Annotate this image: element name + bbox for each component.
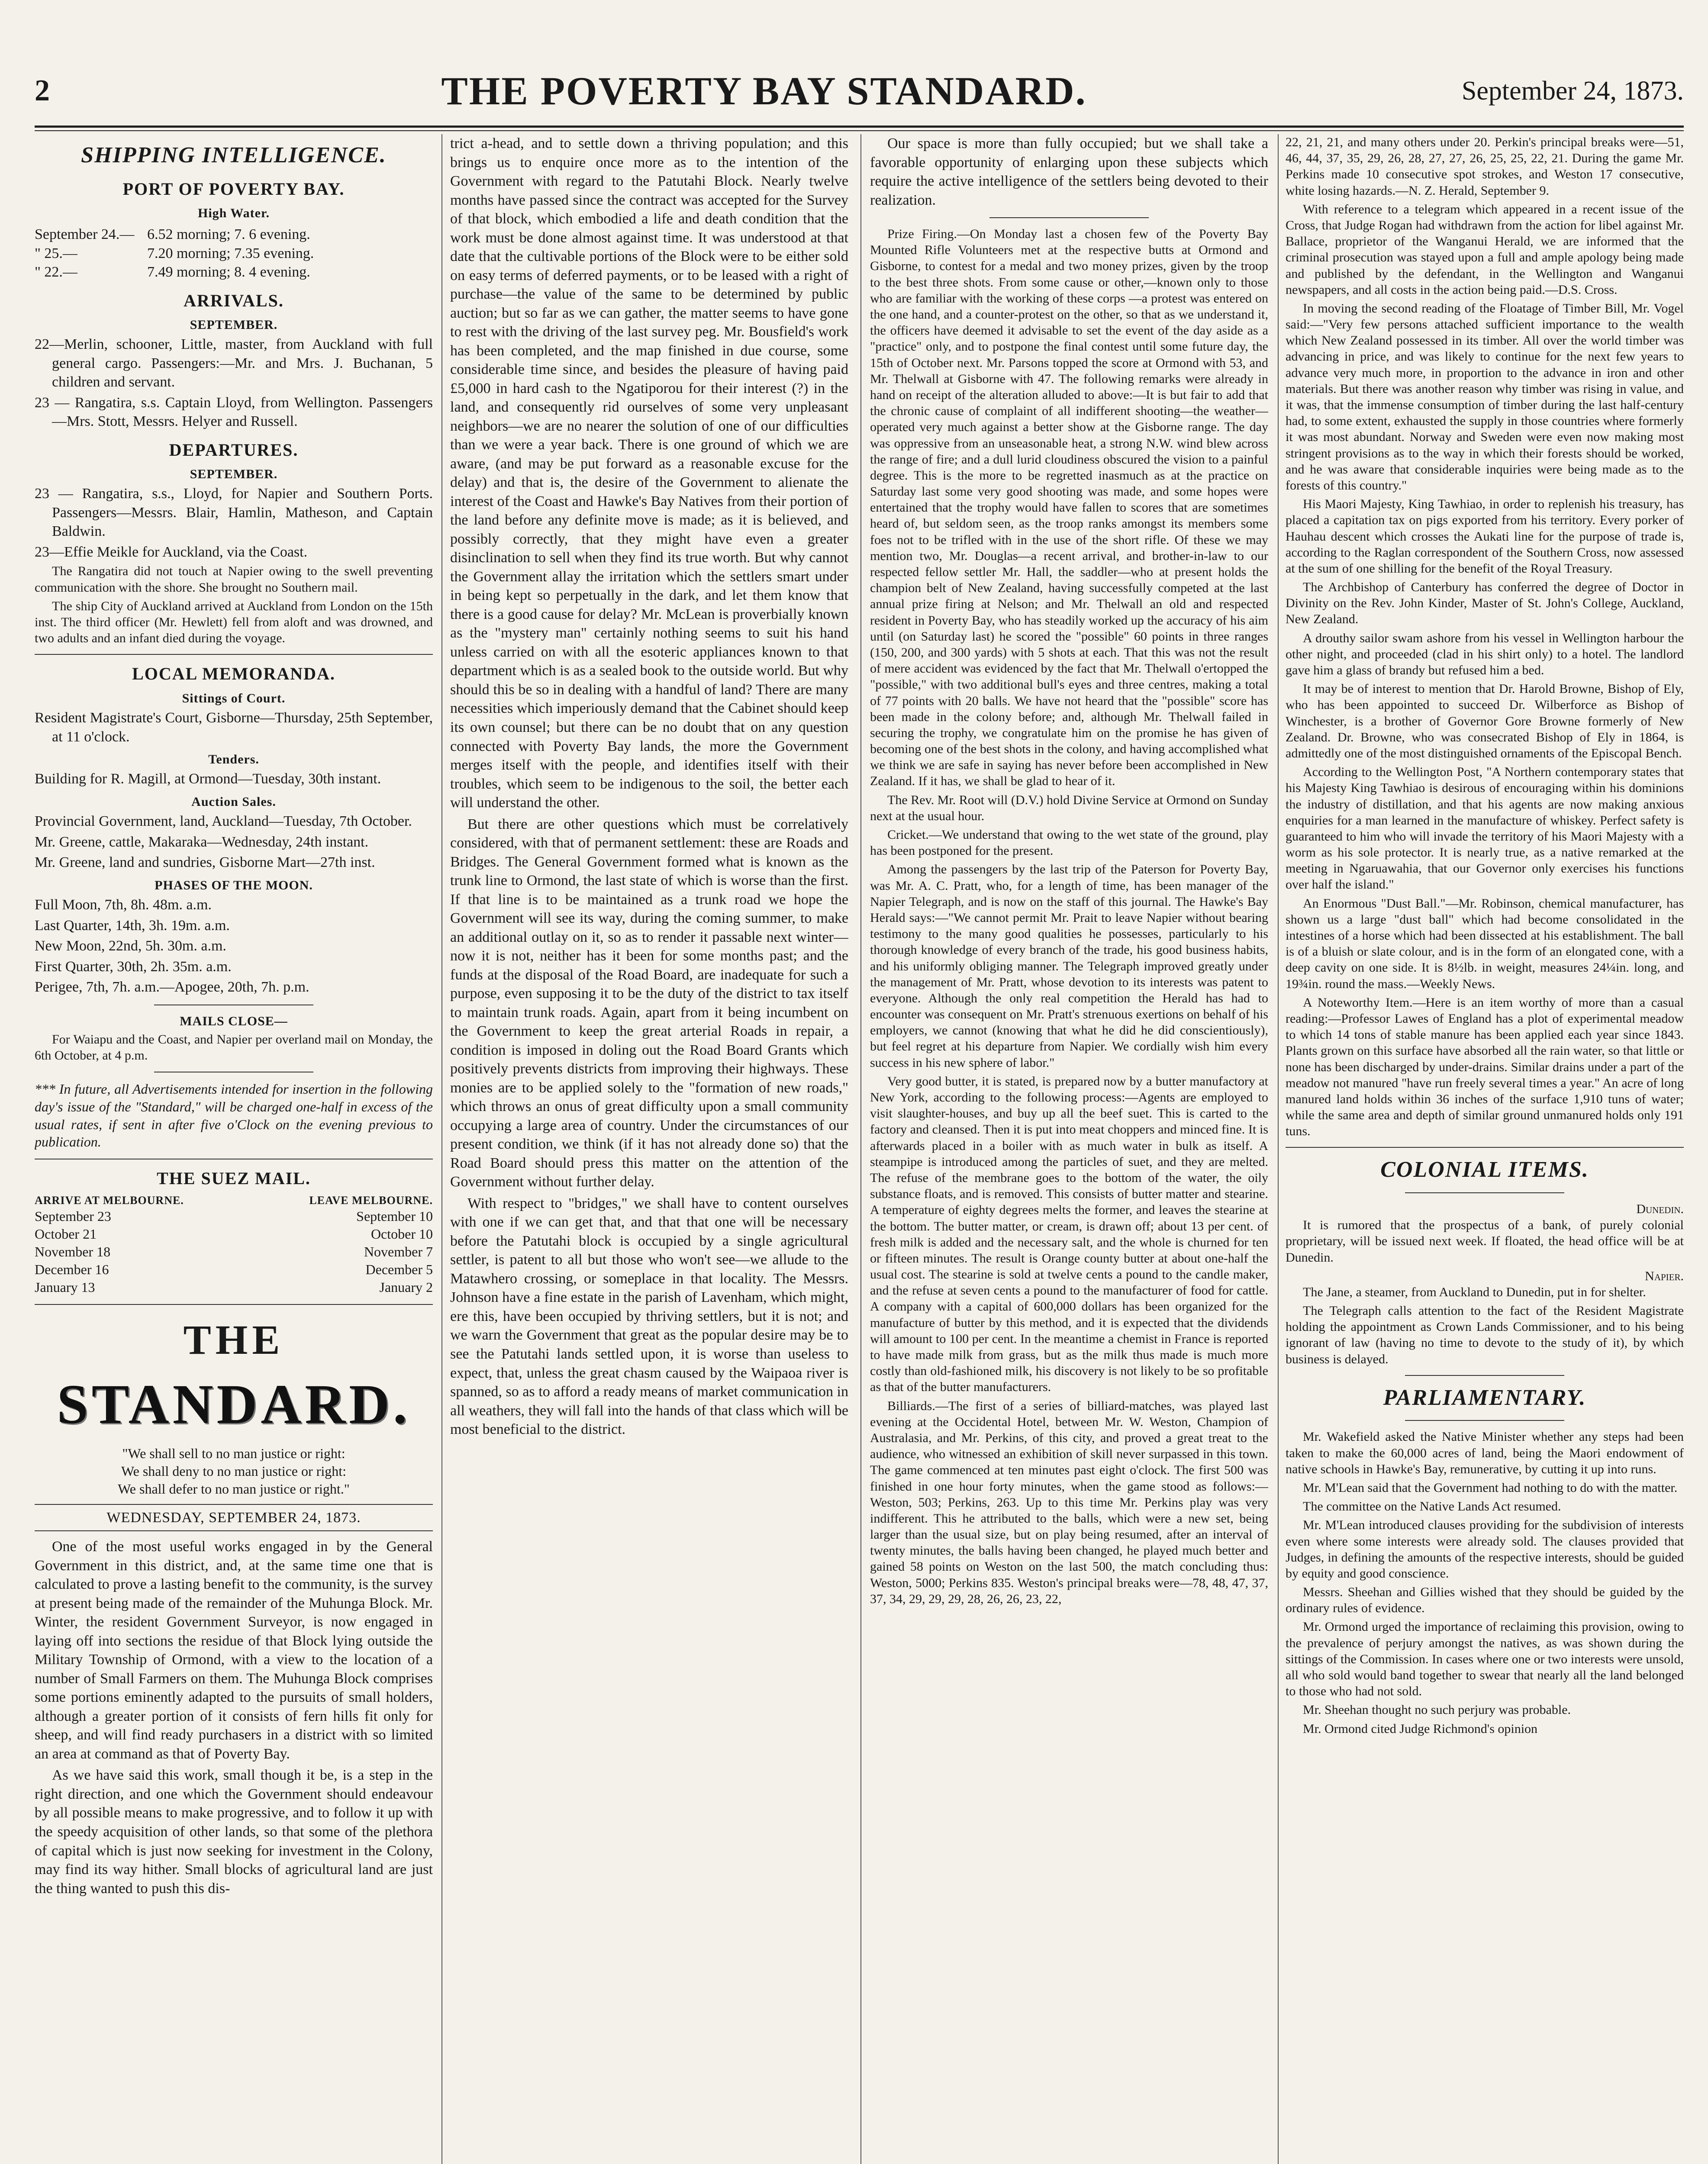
parliament-item: Mr. Wakefield asked the Native Minister whether any steps had been taken to make the 60,000 acres of land, being the Maori endowment of native schools in Hawke's Bay, remunerative, by cutting it up into runs. — [1286, 1430, 1684, 1476]
news-item: In moving the second reading of the Floatage of Timber Bill, Mr. Vogel said:—"Very few persons attached sufficient importance to the wealth which New Zealand possessed in its timber. All over the world timber was advancing in price, and was likely to continue for the next few years to advance very much more, in proportion to the advance in iron and other materials. But there was another reason why timber was rising in value, and it was, that the immense consumption of timber during the last half-century had, to some extent, exhausted the supply in those countries where formerly it was most abundant. Norway and Sweden were even now making most stringent provisions as to the way in which their forests should be worked, and he was aware that considerable inquiries were being made as to the forests of this country." — [1286, 301, 1684, 493]
divider — [1405, 1192, 1564, 1193]
parliament-item: Mr. Ormond cited Judge Richmond's opinion — [1303, 1721, 1538, 1736]
divider — [35, 1304, 433, 1305]
tide-row: " 22.— 7.49 morning; 8. 4 evening. — [35, 264, 310, 280]
newspaper-title: THE POVERTY BAY STANDARD. — [441, 69, 1087, 113]
parliament-item: Messrs. Sheehan and Gillies wished that they should be guided by the ordinary rules of evidence. — [1286, 1585, 1684, 1616]
divider — [1286, 1147, 1684, 1148]
news-item: It may be of interest to mention that Dr. Harold Browne, Bishop of Ely, who has been appointed to succeed Dr. Wilberforce as Bishop of Winchester, is a brother of Governor Gore Browne formerly of New Zealand. Dr. Browne, who was consecrated Bishop of Ely in 1864, is admittedly one of the most distinguished ornaments of the Episcopal Bench. — [1286, 682, 1684, 760]
news-item: Among the passengers by the last trip of the Paterson for Poverty Bay, was Mr. A. C. Pratt, who, for a length of time, has been manager of the Napier Telegraph, and is now on the staff of this journal. The Hawke's Bay Herald says:—"We cannot permit Mr. Prait to leave Napier without bearing testimony to the many good qualities he possesses, particularly to his thorough knowledge of every branch of the trade, his good business habits, and his uniformly obliging manner. The Telegraph improved greatly under the management of Mr. Pratt, whose devotion to its interests was patent to everyone. Although the only real competition the Herald has had to encounter was consequent on Mr. Pratt's strenuous exertions on behalf of his employers, we cannot (knowing that what he did he did conscientiously), but feel regret at his departure from Napier. We cordially wish him every success in his new sphere of labor." — [870, 862, 1268, 1070]
tenders-text: Building for R. Magill, at Ormond—Tuesday, 30th instant. — [35, 771, 381, 787]
auction-item: Provincial Government, land, Auckland—Tuesday, 7th October. — [35, 813, 412, 830]
colonial-item: The Jane, a steamer, from Auckland to Dunedin, put in for shelter. — [1303, 1285, 1646, 1299]
column-3 — [870, 134, 1268, 2164]
news-item: Very good butter, it is stated, is prepared now by a butter manufactory at New York, according to the following process:—Agents are employed to visit slaughter-houses, and buy up all the beef suet. This is carted to the factory and cleansed. Then it is put into meat choppers and minced fine. It is afterwards placed in a boiler with as much water in bulk as itself. A steampipe is introduced among the particles of suet, and they are melted. The refuse of the membrane goes to the bottom of the water, the oily substance floats, and is removed. This consists of butter matter and stearine. A temperature of eighty degrees melts the former, and leaves the stearine at the bottom. The butter matter, or cream, is drawn off; about 13 per cent. of fresh milk is added and the necessary salt, and the whole is churned for ten or fifteen minutes. The result is Orange county butter at about one-half the usual cost. The stearine is sold at twelve cents a pound to the candle maker, and the refuse at seven cents a pound to the manufacturer of food for cattle. A company with a capital of 600,000 dollars has been organized for the manufacture of butter by this method, and it is expected that the dividends will amount to 100 per cent. In the meantime a chemist in France is reported to have made milk from grass, but as the milk thus made is much more costly than old-fashioned milk, his discovery is not likely to be so profitable as that of the butter manufacturers. — [870, 1074, 1268, 1394]
editorial-paragraph: trict a-head, and to settle down a thriving population; and this brings us to enquire once more as to the intention of the Government with regard to the Patutahi Block. Nearly twelve months have passed since the contract was accepted for the Survey of that block, which embodied a life and death condition that the work must be done almost against time. It was understood at that date that the cultivable portions of the Block were to be either sold on easy terms of deferred payments, or to be leased with a right of purchase—the value of the same to be determined by public auction; but so far as we can gather, the matter seems to have gone to rest with the driving of the last survey peg. Mr. Bousfield's work has been completed, and the map finished in due course, some considerable time since, and besides the pleasure of having paid £5,000 in hard cash to the Ngatiporou for their interest (?) in the land, and consequently rid ourselves of some very unpleasant neighbors—we are no nearer the solution of one of our difficulties than we were a year back. There is one ground of which we are aware, (and may be put forward as a reasonable excuse for the delay) and that is, the desire of the Government to alienate the interest of the Coast and Hawke's Bay Natives from their portion of the land before any definite move is made; as it is believed, and possibly correctly, that they might have even a greater disinclination to sell when they find its true worth. But why cannot the Government allay the irritation which the settlers smart under in being kept so perpetually in the dark, and let them know that there is a good cause for delay? Mr. McLean is proverbially known as the "mystery man" certainly nothing seems to suit his hand unless carried on with all the esoteric appliances known to that department which is as a sealed book to the outside world. But why should this be so in dealing with a handful of land? There are many necessities which imperiously demand that the Cabinet should keep its own counsel; but there can be no doubt that on any question connected with Poverty Bay lands, the more the Government merges itself with the people, and identifies itself with their troubles, which seem to be indigenous to the soil, the better each will understand the other. — [450, 135, 848, 811]
column-divider — [860, 134, 861, 2164]
news-item: An Enormous "Dust Ball."—Mr. Robinson, chemical manufacturer, has shown us a large "dust ball" which had become consolidated in the intestines of a horse which had been dissected at his establishment. The ball is of a bluish or slate colour, and is in the form of an elongated cone, with a deep cavity on one side. It is 8½lb. in weight, measures 24¼in. long, and 19¾in. round the mass.—Weekly News. — [1286, 896, 1684, 991]
column-1 — [35, 134, 433, 2164]
parliament-item: Mr. Sheehan thought no such perjury was probable. — [1303, 1703, 1571, 1717]
departure-item: 23 — Rangatira, s.s., Lloyd, for Napier and Southern Ports. Passengers—Messrs. Blair, Hamlin, Matheson, and Captain Baldwin. — [35, 486, 433, 540]
newspaper-page — [9, 0, 1697, 2164]
tide-row: " 25.— 7.20 morning; 7.35 evening. — [35, 245, 314, 261]
news-item: According to the Wellington Post, "A Northern contemporary states that his Majesty King Tawhiao is desirous of encouraging within his dominions the industry of distillation, and that his agents are now making anxious enquiries for a man learned in the manufacture of whiskey. Perfect safety is guaranteed to him who will invade the territory of his Maori Majesty with a worm as his sole protector. It is nearly true, as a native remarked at the meeting in Ngaruawahia, that our Governor only exercises his functions over half the island." — [1286, 765, 1684, 892]
news-item: His Maori Majesty, King Tawhiao, in order to replenish his treasury, has placed a capitation tax on pigs exported from his territory. Every porker of Hauhau descent which crosses the Aukati line for the purpose of trade is, according to the Raglan correspondent of the Southern Cross, now assessed at the sum of one shilling for the benefit of the Royal Treasury. — [1286, 497, 1684, 576]
columns — [35, 134, 1701, 2164]
suez-row: November 18 November 7 — [35, 1243, 433, 1259]
high-water-label: High Water. — [197, 206, 270, 220]
memoranda-heading: LOCAL MEMORANDA. — [132, 664, 335, 684]
moon-phase: New Moon, 22nd, 5h. 30m. a.m. — [35, 938, 226, 954]
divider — [989, 217, 1149, 218]
tenders-heading: Tenders. — [208, 752, 259, 767]
news-item: The Archbishop of Canterbury has conferred the degree of Doctor in Divinity on the Rev. John Kinder, Master of St. John's College, Auckland, New Zealand. — [1286, 580, 1684, 627]
shipping-note: The ship City of Auckland arrived at Auckland from London on the 15th inst. The third officer (Mr. Hewlett) fell from aloft and was drowned, and two adults and an infant died during the voyage. — [35, 599, 433, 646]
suez-row: October 21 October 10 — [35, 1226, 433, 1242]
news-item: 22, 21, 21, and many others under 20. Perkin's principal breaks were—51, 46, 44, 37, 35, 29, 26, 28, 27, 27, 26, 25, 25, 22, 21. During the game Mr. Perkins made 10 consecutive spot strokes, and Weston 17 consecutive, white losing hazards.—N. Z. Herald, September 9. — [1286, 135, 1684, 198]
column-divider — [1278, 134, 1279, 2164]
suez-table — [35, 1193, 433, 1296]
issue-date: September 24, 1873. — [1461, 76, 1684, 106]
auction-heading: Auction Sales. — [191, 794, 276, 809]
masthead — [35, 65, 1684, 117]
departure-item: 23—Effie Meikle for Auckland, via the Coast. — [35, 544, 308, 560]
editorial-paragraph: One of the most useful works engaged in by the General Government in this district, and, at the same time one that is calculated to prove a lasting benefit to the community, is the survey at present being made of the remainder of the Muhunga Block. Mr. Winter, the resident Government Surveyor, is now engaged in laying off into sections the residue of that Block lying outside the Military Township of Ormond, with a view to the location of a number of Small Farmers on them. The Muhunga Block comprises some portions eminently adapted to the pursuits of small holders, although a greater portion of it consists of fern hills fit only for sheep, and will find ready purchasers in a district with so limited an area at command as that of Poverty Bay. — [35, 1539, 433, 1762]
napier-dateline: Napier. — [1645, 1269, 1684, 1283]
moon-phase: First Quarter, 30th, 2h. 35m. a.m. — [35, 958, 232, 975]
departures-month: SEPTEMBER. — [190, 467, 278, 482]
suez-row: December 16 December 5 — [35, 1261, 433, 1277]
column-4 — [1286, 134, 1684, 2164]
editorial-paragraph: As we have said this work, small though it be, is a step in the right direction, and one which the Government should endeavour by all possible means to make progressive, and to follow it up with the speedy acquisition of other lands, so that some of the plethora of capital which is just now seeking for investment in the Colony, may find its way hither. Small blocks of agricultural land are just the thing wanted to push this dis- — [35, 1767, 433, 1897]
mails-text: For Waiapu and the Coast, and Napier per overland mail on Monday, the 6th October, at 4 p.m. — [35, 1032, 433, 1063]
parliament-item: Mr. M'Lean introduced clauses providing for the subdivision of interests even where some interests were already sold. The clauses provided that Judges, in defining the amounts of the respective interests, should be guided by equity and good conscience. — [1286, 1518, 1684, 1581]
dunedin-dateline: Dunedin. — [1636, 1201, 1684, 1216]
moon-heading: PHASES OF THE MOON. — [155, 878, 313, 892]
moon-phase: Perigee, 7th, 7h. a.m.—Apogee, 20th, 7h. p.m. — [35, 979, 309, 995]
tide-row: September 24.— 6.52 morning; 7. 6 evening. — [35, 226, 310, 243]
advertisement-notice: *** In future, all Advertisements intended for insertion in the following day's issue of the "Standard," will be charged one-half in excess of the usual rates, if sent in after five o'Clock on the evening previous to publication. — [35, 1081, 433, 1150]
news-item: Prize Firing.—On Monday last a chosen few of the Poverty Bay Mounted Rifle Volunteers met at the respective butts at Ormond and Gisborne, to contest for a medal and two money prizes, given by the troop to the best three shots. From some cause or other,—known only to those who are familiar with the working of these corps —a protest was entered on the one hand, and a counter-protest on the other, so that as we understand it, the officers have deemed it advisable to set the event of the day aside as a "practice" only, and to postpone the final contest until some future day, the 15th of October next. Mr. Parsons topped the score at Ormond with 53, and Mr. Thelwall at Gisborne with 47. The following remarks were already in hand on receipt of the alteration alluded to above:—It is but fair to add that the chronic cause of complaint of all indifferent shooting—the weather—operated very much against a better show at the Gisborne range. The day was oppressive from an unseasonable heat, a strong N.W. wind blew across the range of fire; and a dull lurid cloudiness obscured the vision to a painful degree. This is the more to be regretted inasmuch as at the practice on Saturday last some very good shooting was made, and some hopes were entertained that the trophy would have fallen to scores that are sometimes heard of, but seldom seen, as the troop ranks amongst its members some foes not to be trifled with in the use of the short rifle. Of these we may mention two, Mr. Douglas—a recent arrival, and brother-in-law to our respected fellow settler Mr. Hall, the saddler—who at present holds the champion belt of New Zealand, having successfully competed at the last annual prize firing at Nelson; and Mr. Thelwall an old and respected resident in Poverty Bay, who has steadily worked up the accuracy of his aim until (on Saturday last) he scored the "possible" 60 points in three ranges (150, 200, and 300 yards) with 5 shots at each. That this was not the result of mere accident was evidenced by the fact that Mr. Thelwall o'ertopped the "possible," with two additional bull's eyes and three centres, making a total of 77 points with 20 balls. We have not heard that the "possible" score has been made in the colony before; and, although Mr. Thelwall failed in securing the trophy, we congratulate him on the promise he has given of becoming one of the best shots in the colony, and having accomplished what we think we are safe in saying has never before been accomplished in New Zealand. If it has, we shall be glad to hear of it. — [870, 227, 1268, 789]
suez-header-row: ARRIVE AT MELBOURNE. LEAVE MELBOURNE. — [35, 1194, 433, 1207]
auction-item: Mr. Greene, cattle, Makaraka—Wednesday, 24th instant. — [35, 834, 369, 850]
divider — [35, 654, 433, 655]
parliament-item: The committee on the Native Lands Act resumed. — [1303, 1499, 1561, 1514]
sittings-text: Resident Magistrate's Court, Gisborne—Thursday, 25th September, at 11 o'clock. — [35, 709, 433, 745]
colonial-items-heading: COLONIAL ITEMS. — [1380, 1157, 1589, 1182]
news-item: With reference to a telegram which appeared in a recent issue of the Cross, that Judge Rogan had withdrawn from the action for libel against Mr. Ballace, proprietor of the Wanganui Herald, we are informed that the criminal prosecution was stayed upon a full and ample apology being made and published by the defendant, in the Wellington and Wanganui newspapers, and all costs in the action being paid.—D.S. Cross. — [1286, 202, 1684, 297]
colonial-item: The Telegraph calls attention to the fact of the Resident Magistrate holding the appointment as Crown Lands Commissioner, and to his being ignorant of law (having no time to devote to the study of it), by which business is delayed. — [1286, 1304, 1684, 1366]
parliamentary-heading: PARLIAMENTARY. — [1383, 1385, 1586, 1410]
suez-heading: THE SUEZ MAIL. — [157, 1169, 311, 1188]
moon-phase: Last Quarter, 14th, 3h. 19m. a.m. — [35, 917, 230, 934]
shipping-heading: SHIPPING INTELLIGENCE. — [81, 143, 387, 167]
masthead-rule — [35, 126, 1684, 131]
auction-item: Mr. Greene, land and sundries, Gisborne Mart—27th inst. — [35, 854, 375, 871]
colonial-item: It is rumored that the prospectus of a bank, of purely colonial proprietary, will be issued next week. If floated, the head office will be at Dunedin. — [1286, 1218, 1684, 1265]
parliament-item: Mr. Ormond urged the importance of reclaiming this provision, owing to the prevalence of perjury amongst the natives, as was shown during the sittings of the Commission. In cases where one or two interests were unsold, all who sold would band together to swear that nearly all the land belonged to those who had not sold. — [1286, 1620, 1684, 1699]
motto: "We shall sell to no man justice or right: We shall deny to no man justice or right: We shall defer to no man justice or right." — [118, 1445, 350, 1497]
editorial-paragraph: But there are other questions which must be correlatively considered, with that of permanent settlement: these are Roads and Bridges. The General Government formed what is known as the trunk line to Ormond, the last state of which is worse than the first. If that line is to be maintained as a trunk road we hope the Government will see its way, during the coming summer, to make an additional outlay on it, so as to render it passable next winter—now it is not, neither has it been for some months past; and the funds at the disposal of the Road Board, are inadequate for such a purpose, even supposing it to be the duty of the district to tax itself to maintain trunk roads. Again, apart from it being incumbent on the Government to keep the great arterial Roads in repair, a condition is imposed in doling out the Road Board Grants which positively prevents districts from improving their highways. These monies are to be applied solely to the "formation of new roads," which throws an onus of great difficulty upon a small community occupying a large area of country. Under the circumstances of our present condition, we think (if it has not already done so) that the Road Board should press this matter on the attention of the Government without further delay. — [450, 816, 848, 1190]
editorial-paragraph: With respect to "bridges," we shall have to content ourselves with one if we can get that, and that that one will be necessary before the Patutahi block is occupied by a single agricultural settler, is patent to all but those who won't see—we allude to the Matawhero crossing, or someplace in that locality. The Messrs. Johnson have a fine estate in the parish of Lavenham, which might, ere this, have been occupied by thriving settlers, but it is not; and we warn the Government that great as the popular desire may be to see the Patutahi lands settled upon, it is worse than useless to expect, that, unless the great chasm caused by the Waipaoa river is spanned, so as to afford a ready means of market communication in all weathers, they will fall into the hands of that class which will be most beneficial to the district. — [450, 1195, 848, 1438]
news-item: Billiards.—The first of a series of billiard-matches, was played last evening at the Occidental Hotel, between Mr. W. Weston, Champion of Australasia, and Mr. Perkins, of this city, and proved a great treat to the audience, who witnessed an exhibition of skill never surpassed in this town. The game commenced at ten minutes past eight o'clock. The first 500 was finished in one hour forty minutes, when the game stood as follows:—Weston, 503; Perkins, 263. Up to this time Mr. Perkins play was very indifferent. This he attributed to the balls, which were a new set, being larger than the usual size, but on play being resumed, after an interval of twenty minutes, the balls having been changed, he played much better and gained 58 points on Weston on the last 500, the match concluding thus: Weston, 5000; Perkins 835. Weston's principal breaks were—78, 48, 47, 37, 37, 34, 29, 29, 29, 28, 26, 26, 23, 22, — [870, 1398, 1268, 1606]
parliament-item: Mr. M'Lean said that the Government had nothing to do with the matter. — [1303, 1480, 1678, 1495]
shipping-note: The Rangatira did not touch at Napier owing to the swell preventing communication with the shore. She brought no Southern mail. — [35, 564, 433, 595]
suez-row: September 23 September 10 — [35, 1208, 433, 1224]
news-item: The Rev. Mr. Root will (D.V.) hold Divine Service at Ormond on Sunday next at the usual hour. — [870, 792, 1268, 823]
page-number: 2 — [35, 74, 50, 107]
arrival-item: 22—Merlin, schooner, Little, master, from Auckland with full general cargo. Passengers:—Mr. and Mrs. J. Buchanan, 5 children and servant. — [35, 336, 433, 390]
arrivals-heading: ARRIVALS. — [184, 290, 284, 310]
arrival-item: 23 — Rangatira, s.s. Captain Lloyd, from Wellington. Passengers—Mrs. Stott, Messrs. Helyer and Russell. — [35, 394, 433, 430]
tide-table — [35, 225, 433, 282]
suez-row: January 13 January 2 — [35, 1279, 433, 1295]
standard-the: THE — [183, 1316, 284, 1363]
standard-nameplate: STANDARD. — [57, 1373, 411, 1436]
sittings-heading: Sittings of Court. — [182, 691, 286, 705]
divider — [1405, 1420, 1564, 1421]
moon-phase: Full Moon, 7th, 8h. 48m. a.m. — [35, 897, 212, 913]
divider — [1405, 1375, 1564, 1376]
arrivals-month: SEPTEMBER. — [190, 317, 278, 332]
editorial-closing: Our space is more than fully occupied; but we shall take a favorable opportunity of enlarging upon these subjects which require the active intelligence of the settlers being devoted to their realization. — [870, 135, 1268, 208]
news-item: A Noteworthy Item.—Here is an item worthy of more than a casual reading:—Professor Lawes of England has a plot of experimental meadow to which 14 tons of stable manure has been applied each year since 1843. Plants grown on this surface have absorbed all the rain water, so that little or none has been discharged by under-drains. Similar drains under a part of the meadow not manured "have run freely several times a year." An acre of long manured land holds within 36 inches of the surface 1,910 tuns of water; while the same area and depth of similar ground unmanured holds only 191 tuns. — [1286, 995, 1684, 1139]
news-item: A drouthy sailor swam ashore from his vessel in Wellington harbour the other night, and proceeded (clad in his shirt only) to a hotel. The landlord gave him a glass of brandy but refused him a bed. — [1286, 631, 1684, 677]
departures-heading: DEPARTURES. — [169, 440, 299, 460]
news-item: Cricket.—We understand that owing to the wet state of the ground, play has been postponed for the present. — [870, 828, 1268, 858]
port-heading: PORT OF POVERTY BAY. — [122, 179, 345, 199]
mails-heading: MAILS CLOSE— — [180, 1014, 288, 1028]
column-2 — [450, 134, 848, 2164]
editorial-dateline: WEDNESDAY, SEPTEMBER 24, 1873. — [35, 1504, 433, 1532]
